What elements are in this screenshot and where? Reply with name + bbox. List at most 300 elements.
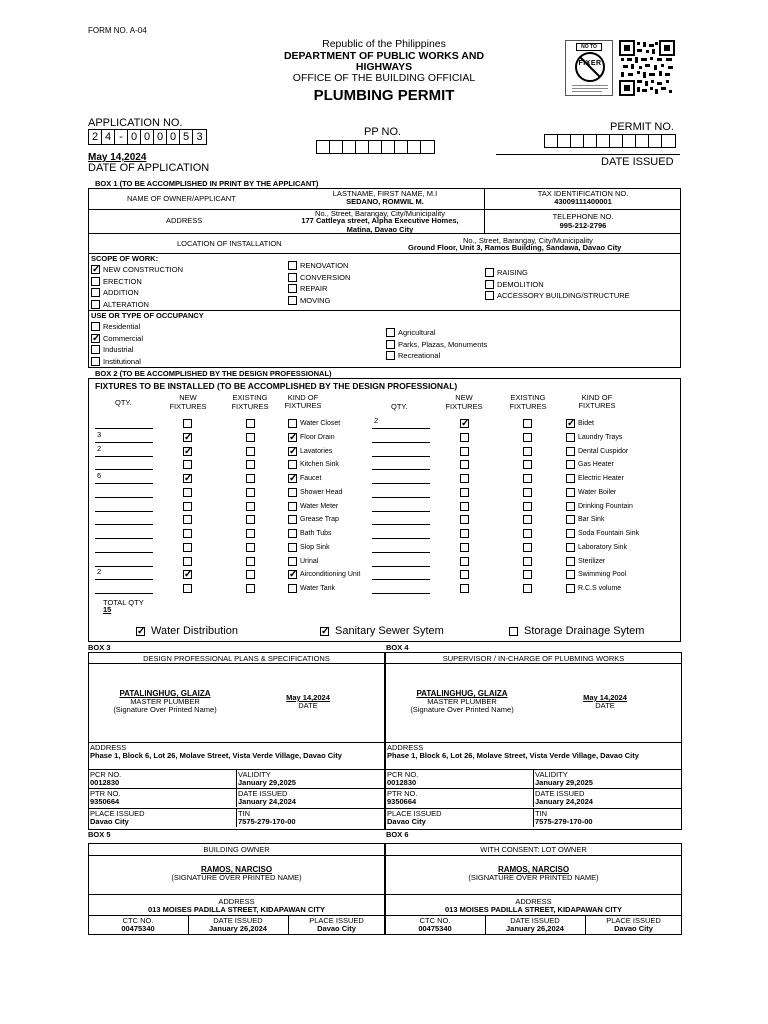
existing-fixture-checkbox[interactable] xyxy=(246,419,255,428)
box4-tin[interactable]: 7575-279-170-00 xyxy=(535,817,593,826)
pp-no-cell xyxy=(343,141,356,153)
qty-line xyxy=(95,483,153,484)
new-fixture-checkbox[interactable] xyxy=(460,447,469,456)
new-fixture-checkbox[interactable] xyxy=(460,502,469,511)
qty-line xyxy=(95,552,153,553)
new-fixture-checkbox[interactable] xyxy=(183,433,192,442)
pp-no-cell xyxy=(369,141,382,153)
new-fixture-checkbox[interactable] xyxy=(460,433,469,442)
kind-fixture-checkbox[interactable] xyxy=(288,543,297,552)
box3-name[interactable]: PATALINGHUG, GLAIZA xyxy=(119,689,211,698)
box5-date-label: DATE ISSUED xyxy=(213,916,263,925)
existing-fixture-checkbox[interactable] xyxy=(246,447,255,456)
box3-label: BOX 3 xyxy=(88,643,111,652)
existing-header-left-2: FIXTURES xyxy=(231,402,269,411)
fixture-kind-label: Bidet xyxy=(578,420,594,427)
address-sub-label: No., Street, Barangay, City/Municipality xyxy=(315,209,445,218)
existing-fixture-checkbox[interactable] xyxy=(523,488,532,497)
existing-fixture-checkbox[interactable] xyxy=(523,419,532,428)
box4-validity_label: VALIDITY xyxy=(535,770,568,779)
no-fixer-top-label: NO TO xyxy=(576,43,602,51)
box5-name[interactable]: RAMOS, NARCISO xyxy=(200,865,273,874)
application-digit: 3 xyxy=(196,131,203,143)
fixture-kind-label: Drinking Fountain xyxy=(578,502,633,510)
scope-option-label: ACCESSORY BUILDING/STRUCTURE xyxy=(497,291,630,300)
existing-fixture-checkbox[interactable] xyxy=(523,474,532,483)
scope-option-checkbox[interactable] xyxy=(485,291,494,300)
permit-no-label: PERMIT NO. xyxy=(610,121,674,133)
kind-fixture-checkbox[interactable] xyxy=(566,502,575,511)
pp-no-cell xyxy=(382,141,395,153)
qty-line xyxy=(95,469,153,470)
box4-address[interactable]: Phase 1, Block 6, Lot 26, Molave Street, Vista Verde Village, Davao City xyxy=(387,751,639,760)
owner-name[interactable]: SEDANO, ROMWIL M. xyxy=(346,197,424,206)
scope-option-label: DEMOLITION xyxy=(497,279,544,289)
kind-fixture-checkbox[interactable] xyxy=(566,474,575,483)
box4-place[interactable]: Davao City xyxy=(387,817,426,826)
box5-address-label: ADDRESS xyxy=(218,897,255,906)
new-fixture-checkbox[interactable] xyxy=(460,460,469,469)
box3-role: MASTER PLUMBER xyxy=(130,697,200,706)
qty-line xyxy=(372,579,430,580)
existing-fixture-checkbox[interactable] xyxy=(246,474,255,483)
fixture-kind-label: Floor Drain xyxy=(300,433,335,441)
existing-fixture-checkbox[interactable] xyxy=(523,460,532,469)
box3-place[interactable]: Davao City xyxy=(90,817,129,826)
box3-validity[interactable]: January 29,2025 xyxy=(238,778,296,787)
fixture-kind-label: Water Boiler xyxy=(578,488,617,496)
box3-place_label: PLACE ISSUED xyxy=(90,809,145,818)
application-date: May 14,2024 xyxy=(88,152,147,163)
box5-signature-caption: (SIGNATURE OVER PRINTED NAME) xyxy=(171,873,302,882)
existing-fixture-checkbox[interactable] xyxy=(246,502,255,511)
box4-name[interactable]: PATALINGHUG, GLAIZA xyxy=(416,689,508,698)
kind-fixture-checkbox[interactable] xyxy=(566,419,575,428)
permit-no-field[interactable] xyxy=(544,134,676,148)
existing-fixture-checkbox[interactable] xyxy=(246,543,255,552)
new-header-right: NEW xyxy=(455,393,473,402)
box6-date-label: DATE ISSUED xyxy=(510,916,560,925)
qty-line xyxy=(372,552,430,553)
application-digit: 2 xyxy=(89,130,102,144)
owner-sub-label: LASTNAME, FIRST NAME, M.I xyxy=(332,189,438,198)
box6-label: BOX 6 xyxy=(386,830,409,839)
system-checkbox[interactable] xyxy=(509,627,518,636)
occupancy-option-checkbox[interactable] xyxy=(91,357,100,366)
box3-address[interactable]: Phase 1, Block 6, Lot 26, Molave Street, Vista Verde Village, Davao City xyxy=(90,751,342,760)
box3-prc[interactable]: 0012830 xyxy=(90,778,120,787)
telephone-value[interactable]: 995-212-2796 xyxy=(559,221,607,230)
kind-header-right-2: FIXTURES xyxy=(578,401,616,410)
existing-fixture-checkbox[interactable] xyxy=(246,584,255,593)
kind-header-left-2: FIXTURES xyxy=(284,401,322,410)
box3-tin[interactable]: 7575-279-170-00 xyxy=(238,817,296,826)
tin-value[interactable]: 43009111400001 xyxy=(554,197,612,206)
dept-line2: HIGHWAYS xyxy=(355,61,413,73)
box3-validity_label: VALIDITY xyxy=(238,770,271,779)
system-label: Water Distribution xyxy=(151,625,239,637)
box6-place[interactable]: Davao City xyxy=(614,924,653,933)
box3-date-label: DATE xyxy=(298,701,318,710)
box6-ctc[interactable]: 00475340 xyxy=(418,924,452,933)
republic-text: Republic of the Philippines xyxy=(322,38,446,50)
new-fixture-checkbox[interactable] xyxy=(183,488,192,497)
fixture-kind-label: Urinal xyxy=(300,557,319,565)
fixture-kind-label: Faucet xyxy=(300,475,322,482)
box4-prc_label: PCR NO. xyxy=(387,770,419,779)
new-fixture-checkbox[interactable] xyxy=(460,419,469,428)
kind-fixture-checkbox[interactable] xyxy=(288,433,297,442)
kind-header-left: KIND OF xyxy=(287,393,319,402)
box3-date[interactable]: May 14,2024 xyxy=(286,693,330,702)
qty-line xyxy=(372,593,430,594)
address-line2[interactable]: Matina, Davao City xyxy=(346,225,414,234)
kind-fixture-checkbox[interactable] xyxy=(566,584,575,593)
scope-option-checkbox[interactable] xyxy=(288,296,297,305)
qty-line xyxy=(372,483,430,484)
existing-fixture-checkbox[interactable] xyxy=(523,502,532,511)
tin-label: TAX IDENTIFICATION NO. xyxy=(537,189,629,198)
kind-fixture-checkbox[interactable] xyxy=(566,570,575,579)
kind-fixture-checkbox[interactable] xyxy=(566,433,575,442)
box5-date[interactable]: January 26,2024 xyxy=(209,924,267,933)
new-fixture-checkbox[interactable] xyxy=(460,543,469,552)
fixture-kind-label: Airconditioning Unit xyxy=(300,571,361,579)
box4-issued_label: DATE ISSUED xyxy=(535,789,585,798)
existing-fixture-checkbox[interactable] xyxy=(246,460,255,469)
application-digit: 5 xyxy=(180,130,193,144)
fixture-qty[interactable]: 2 xyxy=(97,567,102,577)
box4-issued[interactable]: January 24,2024 xyxy=(535,797,593,806)
permit-date-line xyxy=(496,154,680,155)
qty-line xyxy=(95,511,153,512)
existing-fixture-checkbox[interactable] xyxy=(523,515,532,524)
occupancy-option-label: Industrial xyxy=(103,345,134,354)
fixture-kind-label: Laboratory Sink xyxy=(578,543,628,551)
box5-place[interactable]: Davao City xyxy=(317,924,356,933)
fixture-kind-label: Water Closet xyxy=(300,420,341,427)
scope-of-work-label: SCOPE OF WORK: xyxy=(91,254,159,263)
scope-option-label: RAISING xyxy=(497,268,528,277)
telephone-label: TELEPHONE NO. xyxy=(552,212,614,221)
fixture-kind-label: Dental Cuspidor xyxy=(578,447,629,455)
fixture-qty[interactable]: 2 xyxy=(97,443,102,453)
fixture-kind-label: Electric Heater xyxy=(578,475,624,482)
no-fixer-logo xyxy=(565,40,613,96)
occupancy-option-label: Agricultural xyxy=(398,328,436,337)
pp-no-cell xyxy=(395,141,408,153)
existing-fixture-checkbox[interactable] xyxy=(246,529,255,538)
application-no-field[interactable] xyxy=(88,129,207,145)
kind-fixture-checkbox[interactable] xyxy=(288,515,297,524)
qty-line xyxy=(372,511,430,512)
qty-line xyxy=(372,469,430,470)
new-fixture-checkbox[interactable] xyxy=(183,543,192,552)
scope-option-checkbox[interactable] xyxy=(91,300,100,309)
application-digit: 0 xyxy=(154,130,167,144)
application-digit: - xyxy=(115,130,128,144)
qty-line xyxy=(372,524,430,525)
kind-fixture-checkbox[interactable] xyxy=(288,584,297,593)
kind-fixture-checkbox[interactable] xyxy=(288,447,297,456)
kind-fixture-checkbox[interactable] xyxy=(566,460,575,469)
no-fixer-badge-icon xyxy=(574,51,606,83)
existing-fixture-checkbox[interactable] xyxy=(523,557,532,566)
scope-option-label: REPAIR xyxy=(300,284,328,293)
box4-signature-caption: (Signature Over Printed Name) xyxy=(410,705,514,714)
occupancy-option-label: Institutional xyxy=(103,356,141,366)
kind-fixture-checkbox[interactable] xyxy=(288,529,297,538)
box3-header: DESIGN PROFESSIONAL PLANS & SPECIFICATIONS xyxy=(143,654,330,663)
box5-address[interactable]: 013 MOISES PADILLA STREET, KIDAPAWAN CITY xyxy=(148,905,325,914)
box4-validity[interactable]: January 29,2025 xyxy=(535,778,593,787)
page-title: PLUMBING PERMIT xyxy=(313,87,455,104)
box6-name[interactable]: RAMOS, NARCISO xyxy=(497,865,570,874)
qty-line xyxy=(95,538,153,539)
scope-option-label: CONVERSION xyxy=(300,272,351,282)
kind-fixture-checkbox[interactable] xyxy=(288,502,297,511)
box3-ptr_label: PTR NO. xyxy=(90,789,121,798)
kind-fixture-checkbox[interactable] xyxy=(566,515,575,524)
use-of-occupancy-label: USE OR TYPE OF OCCUPANCY xyxy=(91,311,204,320)
new-fixture-checkbox[interactable] xyxy=(183,502,192,511)
qty-line xyxy=(95,566,153,567)
qty-line xyxy=(95,497,153,498)
total-qty-value[interactable]: 15 xyxy=(103,605,112,614)
dept-line1: DEPARTMENT OF PUBLIC WORKS AND xyxy=(283,50,485,62)
existing-fixture-checkbox[interactable] xyxy=(246,433,255,442)
new-fixture-checkbox[interactable] xyxy=(183,570,192,579)
new-fixture-checkbox[interactable] xyxy=(183,529,192,538)
fixture-kind-label: Laundry Trays xyxy=(578,433,623,441)
existing-fixture-checkbox[interactable] xyxy=(523,543,532,552)
new-header-right-2: FIXTURES xyxy=(445,402,483,411)
occupancy-option-checkbox[interactable] xyxy=(386,328,395,337)
box3-ptr[interactable]: 9350664 xyxy=(90,797,120,806)
box6-signature-caption: (SIGNATURE OVER PRINTED NAME) xyxy=(468,873,599,882)
kind-header-right: KIND OF xyxy=(581,393,613,402)
total-qty-label: TOTAL QTY xyxy=(103,598,144,607)
existing-fixture-checkbox[interactable] xyxy=(523,447,532,456)
existing-fixture-checkbox[interactable] xyxy=(246,570,255,579)
kind-fixture-checkbox[interactable] xyxy=(566,543,575,552)
location-value[interactable]: Ground Floor, Unit 3, Ramos Building, Sandawa, Davao City xyxy=(408,243,622,252)
qty-line xyxy=(372,538,430,539)
existing-header-left: EXISTING xyxy=(232,393,268,402)
pp-no-label: PP NO. xyxy=(364,126,402,138)
new-fixture-checkbox[interactable] xyxy=(460,515,469,524)
location-sub-label: No., Street, Barangay, City/Municipality xyxy=(463,236,593,245)
occupancy-option-checkbox[interactable] xyxy=(91,345,100,354)
scope-option-checkbox[interactable] xyxy=(91,265,100,274)
existing-fixture-checkbox[interactable] xyxy=(523,529,532,538)
permit-no-cell xyxy=(597,135,610,147)
box5-ctc-label: CTC NO. xyxy=(122,916,154,925)
kind-fixture-checkbox[interactable] xyxy=(288,570,297,579)
box1-title: BOX 1 (TO BE ACCOMPLISHED IN PRINT BY THE APPLICANT) xyxy=(95,179,319,188)
occupancy-option-label: Commercial xyxy=(103,333,144,343)
new-fixture-checkbox[interactable] xyxy=(460,570,469,579)
permit-no-cell xyxy=(558,135,571,147)
pp-no-field[interactable] xyxy=(316,140,435,154)
box3-signature-caption: (Signature Over Printed Name) xyxy=(113,705,217,714)
occupancy-option-label: Residential xyxy=(103,322,141,331)
new-fixture-checkbox[interactable] xyxy=(460,488,469,497)
qty-line xyxy=(372,428,430,429)
box4-tin_label: TIN xyxy=(535,809,548,818)
fixture-kind-label: Lavatories xyxy=(300,447,333,455)
system-checkbox[interactable] xyxy=(136,627,145,636)
scope-option-label: ERECTION xyxy=(103,276,142,286)
kind-fixture-checkbox[interactable] xyxy=(288,557,297,566)
scope-option-label: ADDITION xyxy=(103,288,139,297)
box4-ptr[interactable]: 9350664 xyxy=(387,797,417,806)
system-label: Sanitary Sewer Sytem xyxy=(335,625,444,637)
kind-fixture-checkbox[interactable] xyxy=(566,557,575,566)
box6-place-label: PLACE ISSUED xyxy=(606,916,661,925)
fixture-kind-label: Bar Sink xyxy=(578,516,605,524)
date-issued-label: DATE ISSUED xyxy=(601,156,674,168)
date-of-application-label: DATE OF APPLICATION xyxy=(88,162,210,174)
box6-address-label: ADDRESS xyxy=(515,897,552,906)
permit-no-cell xyxy=(545,135,558,147)
kind-fixture-checkbox[interactable] xyxy=(566,447,575,456)
occupancy-option-checkbox[interactable] xyxy=(386,340,395,349)
office-text: OFFICE OF THE BUILDING OFFICIAL xyxy=(292,72,476,84)
box4-date[interactable]: May 14,2024 xyxy=(583,693,627,702)
box6-date[interactable]: January 26,2024 xyxy=(506,924,564,933)
box3-address-label: ADDRESS xyxy=(90,743,127,752)
existing-fixture-checkbox[interactable] xyxy=(246,515,255,524)
existing-fixture-checkbox[interactable] xyxy=(246,488,255,497)
fixture-qty[interactable]: 2 xyxy=(374,416,379,425)
scope-option-label: NEW CONSTRUCTION xyxy=(103,265,183,274)
new-fixture-checkbox[interactable] xyxy=(183,557,192,566)
new-fixture-checkbox[interactable] xyxy=(460,584,469,593)
box6-header: WITH CONSENT: LOT OWNER xyxy=(480,845,587,854)
occupancy-option-checkbox[interactable] xyxy=(91,334,100,343)
kind-fixture-checkbox[interactable] xyxy=(288,488,297,497)
kind-fixture-checkbox[interactable] xyxy=(288,474,297,483)
new-fixture-checkbox[interactable] xyxy=(183,515,192,524)
qty-line xyxy=(95,456,153,457)
scope-option-checkbox[interactable] xyxy=(91,277,100,286)
existing-fixture-checkbox[interactable] xyxy=(523,584,532,593)
qty-line xyxy=(95,593,153,594)
new-fixture-checkbox[interactable] xyxy=(183,447,192,456)
fixture-kind-label: Gas Heater xyxy=(578,461,614,469)
occupancy-option-checkbox[interactable] xyxy=(386,351,395,360)
fixture-kind-label: Water Tank xyxy=(300,585,336,592)
new-fixture-checkbox[interactable] xyxy=(183,474,192,483)
permit-no-cell xyxy=(636,135,649,147)
system-label: Storage Drainage Sytem xyxy=(524,625,645,637)
qty-line xyxy=(95,524,153,525)
box4-prc[interactable]: 0012830 xyxy=(387,778,417,787)
application-digit: 4 xyxy=(102,130,115,144)
kind-fixture-checkbox[interactable] xyxy=(566,488,575,497)
qty-line xyxy=(372,456,430,457)
pp-no-cell xyxy=(356,141,369,153)
permit-no-cell xyxy=(662,135,675,147)
qty-line xyxy=(372,497,430,498)
box4-place_label: PLACE ISSUED xyxy=(387,809,442,818)
new-fixture-checkbox[interactable] xyxy=(183,584,192,593)
application-digit: 0 xyxy=(141,130,154,144)
box3-prc_label: PCR NO. xyxy=(90,770,122,779)
fixture-qty[interactable]: 6 xyxy=(97,471,102,480)
pp-no-cell xyxy=(330,141,343,153)
kind-fixture-checkbox[interactable] xyxy=(566,529,575,538)
qr-code-icon xyxy=(619,40,675,96)
qty-line xyxy=(95,579,153,580)
no-fixer-text: FIXER xyxy=(578,60,602,67)
scope-option-checkbox[interactable] xyxy=(485,268,494,277)
fixture-kind-label: Slop Sink xyxy=(300,543,330,551)
existing-fixture-checkbox[interactable] xyxy=(523,570,532,579)
system-checkbox[interactable] xyxy=(320,627,329,636)
pp-no-cell xyxy=(421,141,434,153)
application-digit: 0 xyxy=(167,130,180,144)
scope-option-checkbox[interactable] xyxy=(485,280,494,289)
scope-option-checkbox[interactable] xyxy=(91,288,100,297)
permit-no-cell xyxy=(623,135,636,147)
existing-fixture-checkbox[interactable] xyxy=(523,433,532,442)
new-fixture-checkbox[interactable] xyxy=(183,419,192,428)
existing-fixture-checkbox[interactable] xyxy=(246,557,255,566)
box4-date-label: DATE xyxy=(595,701,615,710)
permit-no-cell xyxy=(610,135,623,147)
fixture-kind-label: Soda Fountain Sink xyxy=(578,530,640,537)
qty-header-left: QTY. xyxy=(115,398,132,407)
box4-label: BOX 4 xyxy=(386,643,409,652)
kind-fixture-checkbox[interactable] xyxy=(288,419,297,428)
scope-option-label: MOVING xyxy=(300,295,331,305)
new-fixture-checkbox[interactable] xyxy=(460,529,469,538)
scope-option-checkbox[interactable] xyxy=(288,273,297,282)
box3-issued[interactable]: January 24,2024 xyxy=(238,797,296,806)
scope-option-checkbox[interactable] xyxy=(288,261,297,270)
qty-header-right: QTY. xyxy=(391,402,408,411)
new-header-left-2: FIXTURES xyxy=(169,402,207,411)
scope-option-label: ALTERATION xyxy=(103,299,149,309)
address-label: ADDRESS xyxy=(166,216,203,225)
box5-label: BOX 5 xyxy=(88,830,111,839)
scope-option-checkbox[interactable] xyxy=(288,284,297,293)
fixture-qty[interactable]: 3 xyxy=(97,429,102,439)
kind-fixture-checkbox[interactable] xyxy=(288,460,297,469)
owner-label: NAME OF OWNER/APPLICANT xyxy=(127,194,236,203)
box6-ctc-label: CTC NO. xyxy=(419,916,451,925)
form-number: FORM NO. A-04 xyxy=(88,26,147,35)
fixture-kind-label: Shower Head xyxy=(300,488,343,496)
box2-title: BOX 2 (TO BE ACCOMPLISHED BY THE DESIGN PROFESSIONAL) xyxy=(95,369,332,378)
new-fixture-checkbox[interactable] xyxy=(183,460,192,469)
fixtures-title: FIXTURES TO BE INSTALLED (TO BE ACCOMPLISHED BY THE DESIGN PROFESSIONAL) xyxy=(95,381,458,391)
occupancy-option-checkbox[interactable] xyxy=(91,322,100,331)
new-fixture-checkbox[interactable] xyxy=(460,557,469,566)
box5-ctc[interactable]: 00475340 xyxy=(121,924,155,933)
box6-address[interactable]: 013 MOISES PADILLA STREET, KIDAPAWAN CITY xyxy=(445,905,622,914)
qty-line xyxy=(372,442,430,443)
permit-no-cell xyxy=(584,135,597,147)
address-line1[interactable]: 177 Cattleya street, Alpha Executive Homes, xyxy=(301,216,459,225)
box3-issued_label: DATE ISSUED xyxy=(238,789,288,798)
box4-ptr_label: PTR NO. xyxy=(387,789,418,798)
new-fixture-checkbox[interactable] xyxy=(460,474,469,483)
application-digit: 0 xyxy=(128,130,141,144)
fixture-kind-label: Grease Trap xyxy=(300,516,339,524)
